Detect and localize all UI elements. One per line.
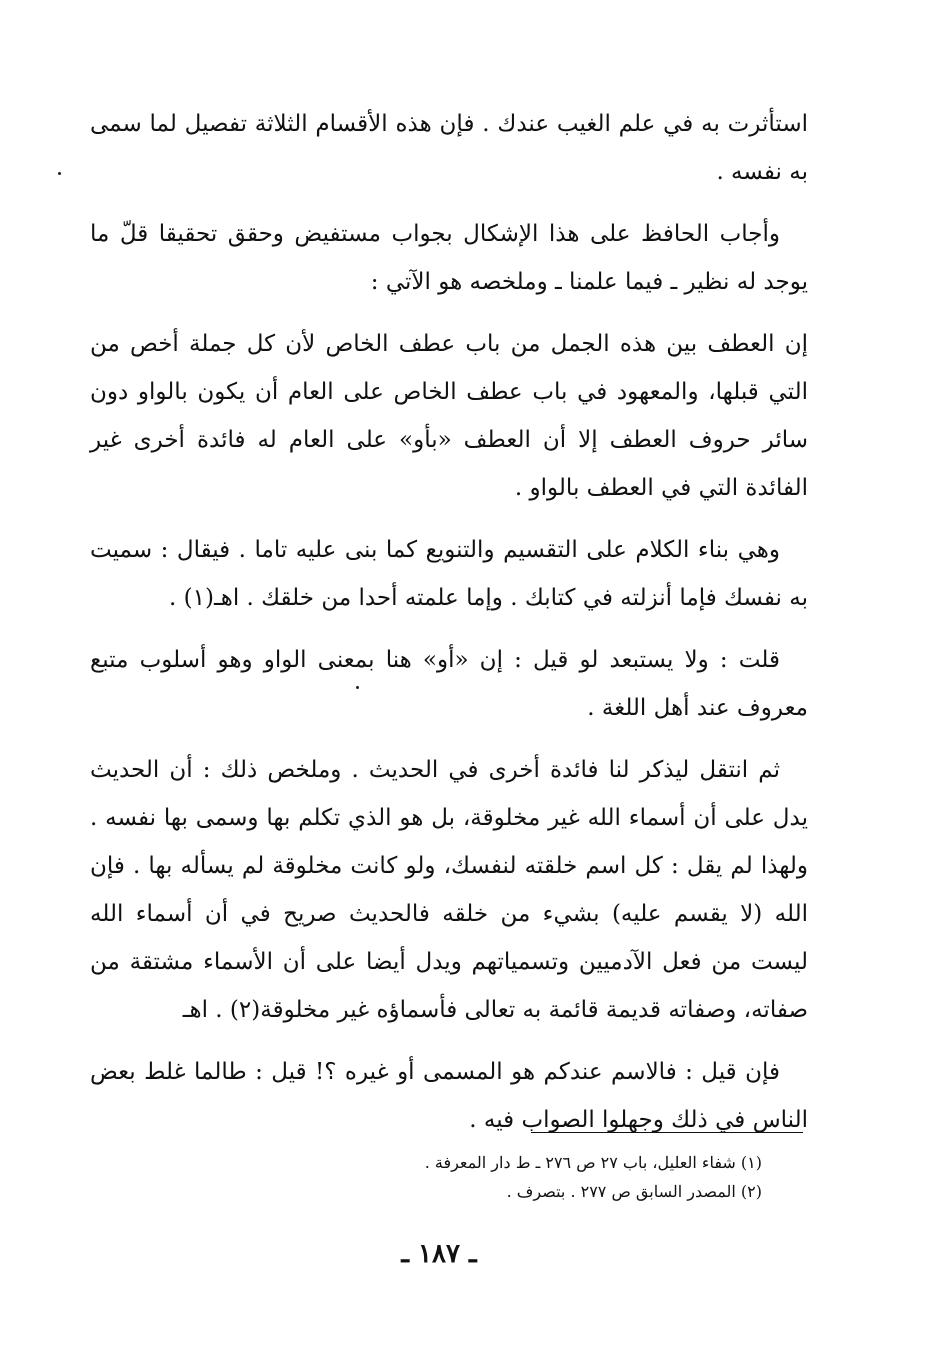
paragraph-6: ثم انتقل ليذكر لنا فائدة أخرى في الحديث . وملخص ذلك : أن الحديث يدل على أن أسماء الله غير مخلوقة، بل هو الذي تكلم بها وسمى بها نفسه . ولهذا لم يقل : كل اسم خلقته لنفسك، ولو كانت مخلوقة لم يسأله بها . فإن الله (لا يقسم عليه) بشيء من خلقه فالحديث صريح في أن أسماء الله ليست من فعل الآدميين وتسمياتهم ويدل أيضا على أن الأسماء مشتقة من صفاته، وصفاته قديمة قائمة به تعالى فأسماؤه غير مخلوقة(٢) . اهـ [90,757,808,1023]
paragraph-5: قلت : ولا يستبعد لو قيل : إن «أو» هنا بمعنى الواو وهو أسلوب متبع معروف عند أهل اللغة . [90,647,808,721]
footnotes [380,1148,762,1206]
footnote-1: (١) شفاء العليل، باب ٢٧ ص ٢٧٦ ـ ط دار المعرفة . [424,1153,762,1172]
paragraph-2: وأجاب الحافظ على هذا الإشكال بجواب مستفيض وحقق تحقيقا قلّ ما يوجد له نظير ـ فيما علمنا ـ وملخصه هو الآتي : [90,221,808,295]
footnote-divider [531,1132,803,1133]
main-text [90,100,808,1158]
scan-speck [58,172,61,175]
page-number: ـ ١٨٧ ـ [401,1239,477,1269]
scan-speck [356,686,359,689]
paragraph-1: استأثرت به في علم الغيب عندك . فإن هذه الأقسام الثلاثة تفصيل لما سمى به نفسه . [90,111,808,185]
paragraph-3: إن العطف بين هذه الجمل من باب عطف الخاص لأن كل جملة أخص من التي قبلها، والمعهود في باب عطف الخاص على العام أن يكون بالواو دون سائر حروف العطف إلا أن العطف «بأو» على العام له فائدة أخرى غير الفائدة التي في العطف بالواو . [90,331,808,501]
paragraph-4: وهي بناء الكلام على التقسيم والتنويع كما بنى عليه تاما . فيقال : سميت به نفسك فإما أنزلته في كتابك . وإما علمته أحدا من خلقك . اهـ(١) . [90,537,808,611]
footnote-2: (٢) المصدر السابق ص ٢٧٧ . بتصرف . [506,1182,762,1201]
paragraph-7: فإن قيل : فالاسم عندكم هو المسمى أو غيره ؟! قيل : طالما غلط بعض الناس في ذلك وجهلوا الصواب فيه . [90,1059,808,1133]
